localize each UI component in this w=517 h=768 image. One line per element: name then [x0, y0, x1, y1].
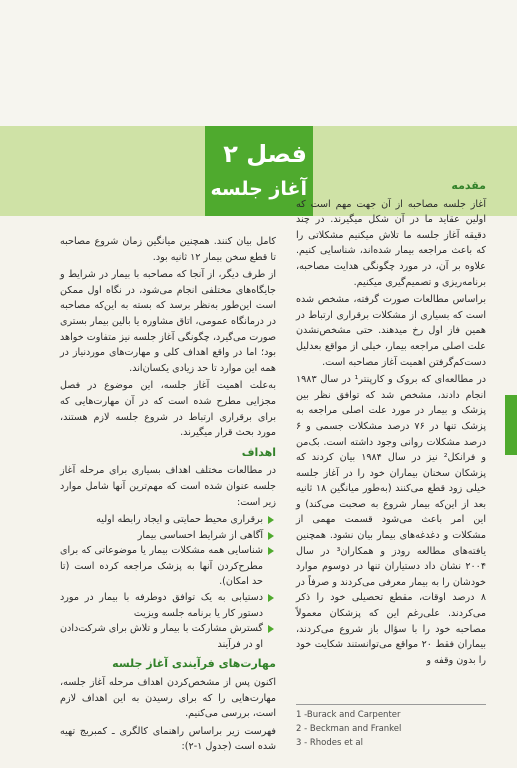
top-blank-area: [0, 0, 517, 126]
footnote: 1 -Burack and Carpenter: [296, 710, 401, 720]
paragraph: براساس مطالعات صورت گرفته، مشخص شده است که بسیاری از مشکلات برقراری ارتباط در همین فاز اول رخ میدهند. حتی مشخص‌نشدن علت اصلی مراجعه بیمار، خیلی از مواقع بعدلیل دست‌کم‌گرفتن اهمیت آغاز مصاحبه است.: [296, 294, 486, 368]
paragraph: اکنون پس از مشخص‌کردن اهداف مرحله آغاز جلسه، مهارت‌هایی را که برای رسیدن به این اهداف لازم است، بررسی می‌کنیم.: [60, 677, 276, 720]
goals-list: [60, 512, 276, 652]
goal-item: برقراری محیط حمایتی و ایجاد رابطه اولیه: [60, 512, 276, 528]
goal-item: شناسایی همه مشکلات بیمار یا موضوعاتی که برای مطرح‌کردن آنها به پزشک مراجعه کرده است (تا حد امکان).: [60, 543, 276, 590]
chapter-title: آغاز جلسه: [210, 178, 307, 200]
footnote: 3 - Rhodes et al: [296, 738, 363, 748]
footnotes: [296, 704, 486, 750]
paragraph: کامل بیان کنند. همچنین میانگین زمان شروع مصاحبه تا قطع سخن بیمار ۱۲ ثانیه بود.: [60, 236, 276, 263]
goal-item: دستیابی به یک توافق دوطرفه با بیمار در مورد دستور کار یا برنامه جلسه ویزیت: [60, 590, 276, 621]
goal-item: گسترش مشارکت با بیمار و تلاش برای شرکت‌دادن او در فرآیند: [60, 621, 276, 652]
paragraph: در مطالعه‌ای که بروک و کارپنتر¹ در سال ۱۹۸۳ انجام دادند، مشخص شد که توافق نظر بین پزشک و بیمار در مورد علت اصلی مراجعه به پزشک تنها در ۷۶ درصد مشکلات جسمی و ۶ درصد مشکلات روانی وجود داشته است. بک‌من و فرانکل² نیز در سال ۱۹۸۴ بیان کردند که پزشکان سخنان بیماران خود را در آغاز جلسه خیلی زود قطع می‌کنند (به‌طور میانگین ۱۸ ثانیه بعد از این‌که بیمار شروع به صحبت می‌کند) و این امر باعث می‌شود قسمت مهمی از مشکلات و دغدغه‌های بیمار بیان نشود. همچنین یافته‌های مطالعه رودز و همکاران³ در سال ۲۰۰۴ نشان داد دستیاران تنها در دوسوم موارد خودشان را به بیمار معرفی می‌کردند و صرفاً در ۸ درصد اوقات، مقطع تحصیلی خود را ذکر می‌کردند. علی‌رغم این که پزشکان معمولاً مصاحبه خود را با سؤال باز شروع می‌کردند، بیماران فقط ۲۰ مواقع می‌توانستند شکایت خود را بدون وقفه و: [296, 374, 486, 666]
footnote: 2 - Beckman and Frankel: [296, 724, 402, 734]
goals-heading: اهداف: [241, 445, 276, 459]
goals-intro: در مطالعات مختلف اهداف بسیاری برای مرحله آغاز جلسه عنوان شده است که مهم‌ترین آنها شامل موارد زیر است:: [60, 465, 276, 508]
left-column: [60, 234, 276, 757]
skills-heading: مهارت‌های فرآیندی آغاز جلسه: [112, 657, 276, 671]
chapter-number: فصل ۲: [223, 140, 307, 168]
paragraph: از طرف دیگر، از آنجا که مصاحبه با بیمار در شرایط و جایگاه‌های مختلفی انجام می‌شود، در نگاه اول ممکن است این‌طور به‌نظر برسد که بسته به این‌که مصاحبه در درمانگاه عمومی، اتاق مشاوره یا بالین بیمار بستری صورت می‌گیرد، چگونگی آغاز جلسه نیز متفاوت خواهد بود؛ اما در واقع اهداف کلی و مهارت‌های موردنیاز در همه این موارد تا حد زیادی یکسان‌اند.: [60, 269, 276, 374]
paragraph: به‌علت اهمیت آغاز جلسه، این موضوع در فصل مجزایی مطرح شده است که در آن مهارت‌هایی که برای برقراری ارتباط در شروع جلسه لازم هستند، مورد بحث قرار میگیرند.: [60, 380, 276, 439]
right-column: [296, 174, 486, 670]
paragraph: آغاز جلسه مصاحبه از آن جهت مهم است که اولین عقاید ما در آن شکل میگیرند. در چند دقیقه آغاز جلسه ما تلاش میکنیم مشکلاتی را که باعث مراجعه بیمار شده‌اند، شناسایی کنیم. علاوه بر آن، در مورد چگونگی هدایت مصاحبه، برنامه‌ریزی و تصمیم‌گیری میکنیم.: [296, 198, 486, 288]
goal-item: آگاهی از شرایط احساسی بیمار: [60, 528, 276, 544]
paragraph: فهرست زیر براساس راهنمای کالگری ـ کمبریج تهیه شده است (جدول ۱-۲):: [60, 725, 276, 753]
intro-heading: مقدمه: [451, 179, 486, 192]
chapter-side-tab: [505, 395, 517, 455]
